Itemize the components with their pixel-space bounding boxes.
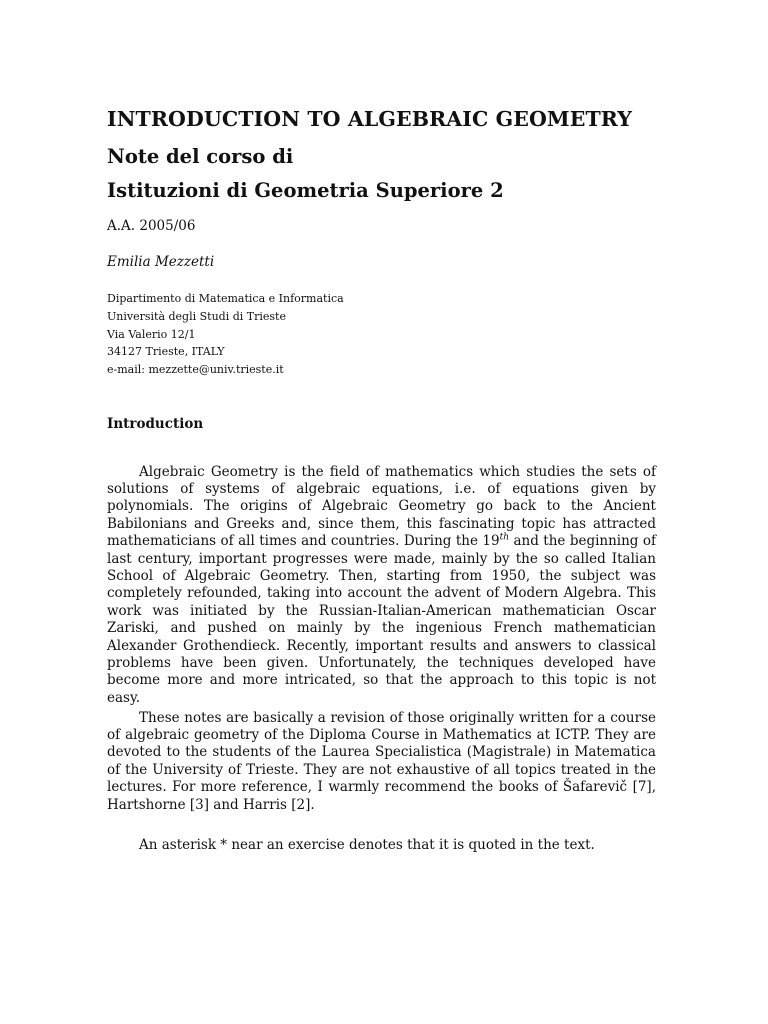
paragraph-1-superscript: th — [499, 532, 510, 543]
paragraph-1 — [107, 464, 656, 708]
address-city: 34127 Trieste, ITALY — [107, 345, 225, 359]
academic-year: A.A. 2005/06 — [107, 218, 196, 234]
paragraph-1-part-a: Algebraic Geometry is the field of mathematics which studies the sets of solutions of systems of algebraic equations, i.e. of equations given by polynomials. The origins of Algebraic Geometry go back to the Ancient Babilonians and Greeks and, since them, this fascinating topic has attracted mathematicians of all times and countries. During the 19 — [107, 463, 656, 550]
document-subtitle-line1: Note del corso di — [107, 145, 294, 168]
address-department: Dipartimento di Matematica e Informatica — [107, 292, 344, 305]
address-email: e-mail: mezzette@univ.trieste.it — [107, 363, 284, 377]
address-university: Università degli Studi di Trieste — [107, 309, 286, 323]
document-title: INTRODUCTION TO ALGEBRAIC GEOMETRY — [107, 107, 633, 131]
paragraph-2: These notes are basically a revision of those originally written for a course of algebraic geometry of the Diploma Course in Mathematics at ICTP. They are devoted to the students of the Laurea Specialistica (Magistrale) in Matematica of the University of Trieste. They are not exhaustive of all topics treated in the lectures. For more reference, I warmly recommend the books of Šafarevič [7], Hartshorne [3] and Harris [2]. — [107, 709, 656, 813]
document-subtitle-line2: Istituzioni di Geometria Superiore 2 — [107, 179, 504, 202]
address-street: Via Valerio 12/1 — [107, 327, 196, 341]
section-heading: Introduction — [107, 416, 204, 432]
author-name: Emilia Mezzetti — [107, 254, 215, 270]
author-address — [107, 290, 344, 379]
paragraph-1-part-b: and the beginning of last century, important progresses were made, mainly by the so called Italian School of Algebraic Geometry. Then, starting from 1950, the subject was completely refounded, taking into account the advent of Modern Algebra. This work was initiated by the Russian-Italian-American mathematician Oscar Zariski, and pushed on mainly by the ingenious French mathematician Alexander Grothendieck. Recently, important results and answers to classical problems have been given. Unfortunately, the techniques developed have become more and more intricated, so that the approach to this topic is not easy. — [107, 533, 657, 706]
paragraph-3: An asterisk * near an exercise denotes that it is quoted in the text. — [139, 836, 595, 853]
